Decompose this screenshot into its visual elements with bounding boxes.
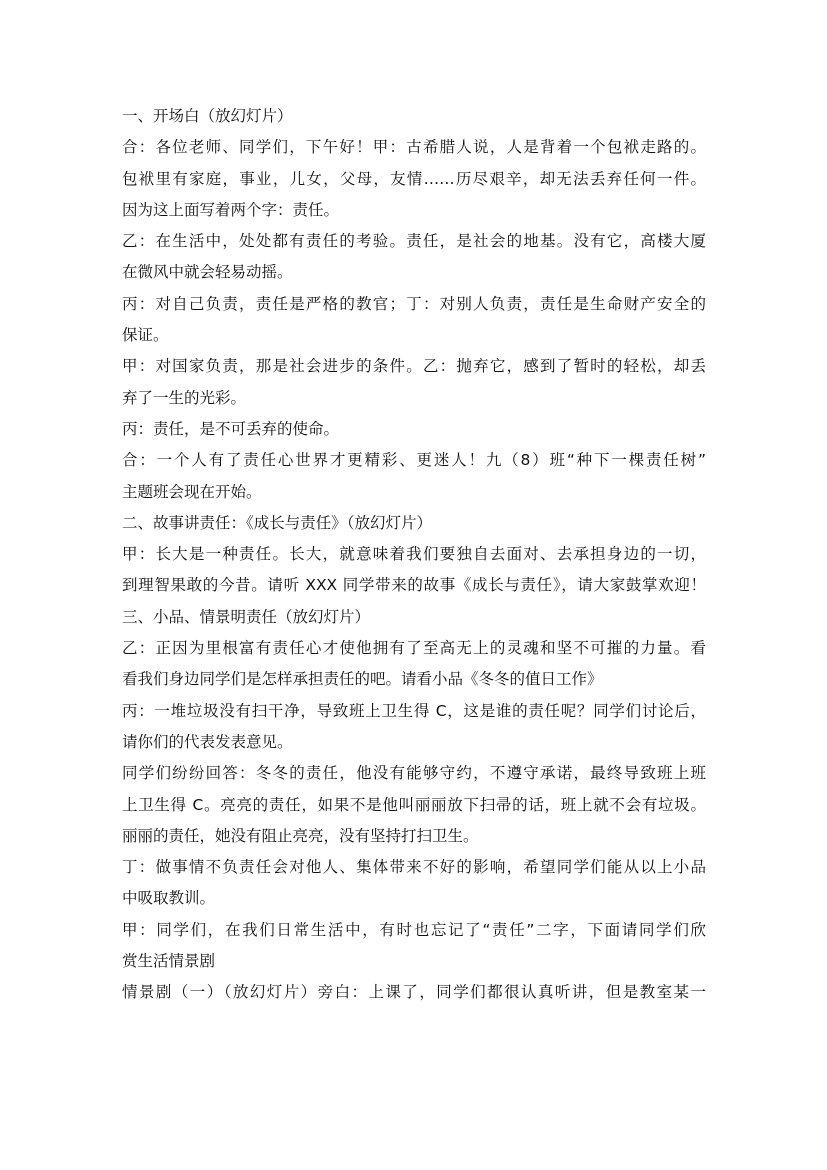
paragraph-line: 丁：做事情不负责任会对他人、集体带来不好的影响，希望同学们能从以上小品: [122, 858, 706, 877]
paragraph-line: 弃了一生的光彩。: [122, 388, 247, 407]
paragraph-line: 甲：同学们，在我们日常生活中，有时也忘记了“责任”二字，下面请同学们欣: [122, 920, 706, 939]
document-body: [122, 101, 706, 1009]
paragraph-line: 包袱里有家庭，事业，儿女，父母，友情……历尽艰辛，却无法丢弃任何一件。: [122, 169, 706, 188]
paragraph-line: 丙：对自己负责，责任是严格的教官；丁：对别人负责，责任是生命财产安全的: [122, 294, 706, 313]
paragraph-line: 保证。: [122, 326, 169, 345]
paragraph-line: 主题班会现在开始。: [122, 482, 262, 501]
paragraph-line: 请你们的代表发表意见。: [122, 732, 293, 751]
paragraph-line: 丙：一堆垃圾没有扫干净，导致班上卫生得 C，这是谁的责任呢？同学们讨论后，: [122, 701, 706, 720]
paragraph-line: 乙：正因为里根富有责任心才使他拥有了至高无上的灵魂和坚不可摧的力量。看: [122, 639, 706, 658]
section-heading-opening: 一、开场白（放幻灯片）: [122, 107, 293, 125]
paragraph-line: 甲：长大是一种责任。长大，就意味着我们要独自去面对、去承担身边的一切，: [122, 545, 706, 564]
paragraph-line: 合：各位老师、同学们，下午好！甲：古希腊人说，人是背着一个包袱走路的。: [122, 138, 706, 157]
paragraph-line: 看我们身边同学们是怎样承担责任的吧。请看小品《冬冬的值日工作》: [122, 670, 603, 689]
paragraph-line: 上卫生得 C。亮亮的责任，如果不是他叫丽丽放下扫帚的话，班上就不会有垃圾。: [122, 795, 706, 814]
paragraph-line: 丙：责任，是不可丢弃的使命。: [122, 419, 340, 438]
paragraph-line: 同学们纷纷回答：冬冬的责任，他没有能够守约，不遵守承诺，最终导致班上班: [122, 764, 706, 783]
paragraph-line: 中吸取教训。: [122, 889, 216, 908]
paragraph-line: 甲：对国家负责，那是社会进步的条件。乙：抛弃它，感到了暂时的轻松，却丢: [122, 357, 706, 376]
paragraph-line: 因为这上面写着两个字：责任。: [122, 200, 340, 219]
section-heading-skit: 三、小品、情景明责任（放幻灯片）: [122, 607, 371, 626]
paragraph-line: 到理智果敢的今昔。请听 XXX 同学带来的故事《成长与责任》，请大家鼓掌欢迎！: [122, 576, 706, 595]
paragraph-line: 在微风中就会轻易动摇。: [122, 263, 293, 282]
section-heading-story: 二、故事讲责任：《成长与责任》（放幻灯片）: [122, 513, 433, 532]
paragraph-line: 丽丽的责任，她没有阻止亮亮，没有坚持打扫卫生。: [122, 826, 479, 845]
paragraph-line: 情景剧（一）（放幻灯片）旁白：上课了，同学们都很认真听讲，但是教室某一: [122, 983, 706, 1002]
paragraph-line: 合：一个人有了责任心世界才更精彩、更迷人！九（8）班“种下一棵责任树”: [122, 451, 706, 470]
paragraph-line: 乙：在生活中，处处都有责任的考验。责任，是社会的地基。没有它，高楼大厦: [122, 232, 706, 251]
paragraph-line: 赏生活情景剧: [122, 952, 216, 971]
